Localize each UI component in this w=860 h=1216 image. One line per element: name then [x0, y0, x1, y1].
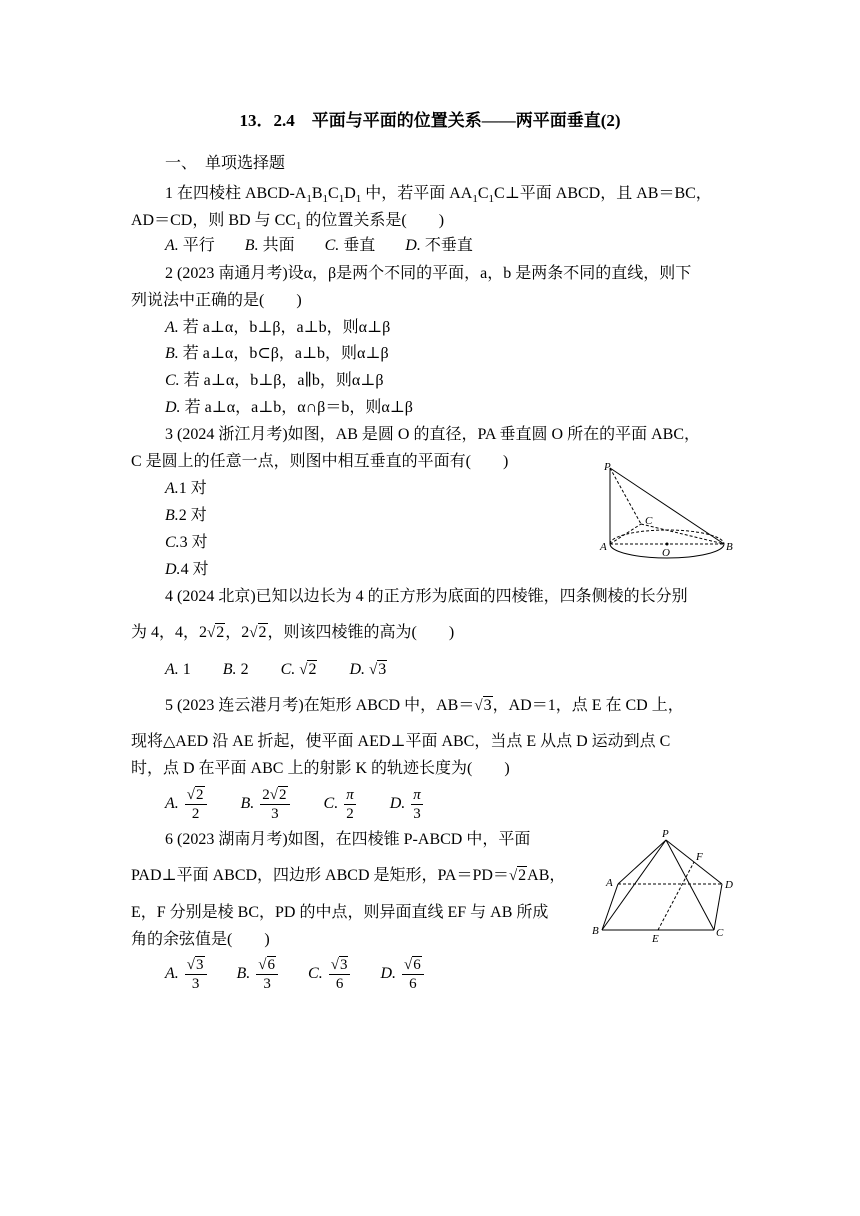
question-2-line-1: 2 (2023 南通月考)设α，β是两个不同的平面，a，b 是两条不同的直线，则下 [165, 265, 692, 282]
label-p: P [662, 828, 669, 840]
sqrt-radicand: 2 [258, 624, 267, 641]
option-letter: C. [323, 795, 339, 813]
option-letter: A. [165, 319, 179, 336]
question-4-line-1: 4 (2024 北京)已知以边长为 4 的正方形为底面的四棱锥，四条侧棱的长分别 [165, 588, 688, 605]
option-letter: D. [165, 561, 181, 578]
fraction [411, 786, 423, 823]
segment-pc [610, 468, 641, 524]
denominator: 3 [411, 804, 423, 823]
denominator: 2 [185, 804, 207, 823]
label-a: A [600, 541, 607, 553]
option-text: 平行 [182, 237, 215, 254]
q1-sub: 1 [488, 193, 495, 206]
center-point [666, 543, 669, 546]
option-letter: B. [236, 965, 251, 983]
option-letter: C. [324, 237, 340, 254]
sqrt-radicand: 2 [308, 661, 317, 678]
question-6-line-1: 6 (2023 湖南月考)如图，在四棱锥 P-ABCD 中，平面 [165, 831, 531, 848]
sqrt-radicand: 3 [378, 661, 387, 678]
circle-cone-figure [596, 458, 740, 560]
option-letter: A. [165, 661, 179, 678]
denominator: 2 [344, 804, 356, 823]
question-6-line-3: E，F 分别是棱 BC，PD 的中点，则异面直线 EF 与 AB 所成 [131, 904, 549, 921]
q4-text: ，2 [225, 624, 250, 641]
question-3-option-b [165, 506, 207, 526]
q1-text: 1 在四棱柱 ABCD-A [165, 185, 307, 202]
question-3-option-c [165, 533, 208, 553]
question-5-line-1 [165, 696, 684, 716]
label-f: F [696, 851, 703, 863]
option-letter: D. [380, 965, 396, 983]
q5-text: 5 (2023 连云港月考)在矩形 ABCD 中，AB＝ [165, 697, 475, 714]
section-heading: 一、 单项选择题 [165, 155, 286, 172]
question-6-line-2 [131, 866, 565, 886]
sqrt-sign: √ [474, 698, 483, 714]
option-letter: D. [165, 399, 181, 416]
label-c: C [716, 927, 724, 939]
option-text: 垂直 [343, 237, 376, 254]
numerator: 6 [413, 957, 421, 973]
numerator: π [346, 787, 354, 803]
numerator: 6 [267, 957, 276, 973]
fraction [256, 956, 278, 993]
label-o: O [662, 547, 670, 559]
q1-text: AD＝CD，则 BD 与 CC [131, 212, 296, 229]
option-text: 3 对 [179, 534, 208, 551]
q1-text: C [328, 185, 339, 202]
fraction [402, 956, 424, 993]
segment-cd [714, 884, 722, 930]
option-letter: B. [222, 661, 237, 678]
option-text: 若 a⊥α，b⊥β，a⊥b，则α⊥β [182, 319, 391, 336]
segment-ac [610, 524, 641, 544]
fraction [329, 956, 351, 993]
question-6-line-4: 角的余弦值是( ) [131, 931, 270, 948]
fraction [185, 786, 207, 823]
option-letter: B. [244, 237, 259, 254]
segment-cb [641, 524, 724, 544]
option-letter: C. [280, 661, 296, 678]
sqrt-radicand: 2 [216, 624, 225, 641]
option-text: 若 a⊥α，a⊥b，α∩β＝b，则α⊥β [184, 399, 413, 416]
option-letter: D. [389, 795, 406, 813]
q1-text: C⊥平面 ABCD，且 AB＝BC， [494, 185, 712, 202]
option-letter: D. [405, 237, 421, 254]
sqrt-sign: √ [258, 957, 267, 973]
fraction [344, 786, 356, 823]
sqrt-sign: √ [369, 662, 378, 678]
q1-text: D [344, 185, 356, 202]
sqrt-sign: √ [269, 787, 279, 803]
option-text: 2 对 [178, 507, 207, 524]
option-letter: D. [349, 661, 366, 678]
question-3-line-2: C 是圆上的任意一点，则图中相互垂直的平面有( ) [131, 453, 509, 470]
label-e: E [652, 933, 659, 944]
q1-sub: 1 [338, 193, 345, 206]
option-text: 1 对 [178, 480, 207, 497]
question-1-line-2 [131, 211, 444, 236]
q1-text: 中，若平面 AA [361, 185, 473, 202]
denominator: 3 [256, 974, 278, 993]
option-letter: A. [165, 965, 179, 983]
q1-sub: 1 [322, 193, 329, 206]
numerator: 3 [196, 957, 204, 973]
question-4-options [165, 660, 387, 680]
option-letter: C. [165, 534, 180, 551]
denominator: 3 [260, 804, 289, 823]
q1-sub: 1 [472, 193, 478, 206]
q4-text: 为 4，4，2 [131, 624, 208, 641]
label-b: B [592, 925, 599, 937]
q6-text: AB， [527, 867, 566, 884]
question-3-line-1: 3 (2024 浙江月考)如图，AB 是圆 O 的直径，PA 垂直圆 O 所在的平面 ABC， [165, 426, 700, 443]
option-letter: B. [165, 345, 179, 362]
option-text: 1 [182, 661, 191, 678]
option-text: 共面 [262, 237, 295, 254]
q1-sub: 1 [295, 220, 302, 233]
segment-pa [618, 840, 666, 884]
sqrt-sign: √ [186, 787, 196, 803]
label-a: A [606, 877, 613, 889]
question-1-line-1 [165, 184, 712, 209]
numerator: 2 [196, 787, 204, 803]
q4-text: ，则该四棱锥的高为( ) [267, 624, 455, 641]
sqrt-sign: √ [207, 625, 216, 641]
option-letter: C. [165, 372, 180, 389]
option-letter: A. [165, 237, 179, 254]
q6-text: PAD⊥平面 ABCD，四边形 ABCD 是矩形，PA＝PD＝ [131, 867, 509, 884]
option-letter: A. [165, 480, 179, 497]
question-3-option-d [165, 560, 209, 580]
sqrt-sign: √ [249, 625, 258, 641]
option-letter: B. [165, 507, 179, 524]
page-title: 13．2.4 平面与平面的位置关系——两平面垂直(2) [239, 111, 621, 130]
sqrt-radicand: 3 [483, 697, 492, 714]
label-c: C [645, 515, 653, 527]
sqrt-sign: √ [404, 957, 413, 973]
sqrt-sign: √ [186, 957, 196, 973]
question-5-options [165, 786, 425, 823]
q5-text: ，AD＝1，点 E 在 CD 上， [492, 697, 684, 714]
question-5-line-3: 时，点 D 在平面 ABC 上的射影 K 的轨迹长度为( ) [131, 760, 510, 777]
question-5-line-2: 现将△AED 沿 AE 折起，使平面 AED⊥平面 ABC，当点 E 从点 D 运动到点 C [131, 733, 671, 750]
q1-text: 的位置关系是( ) [301, 212, 445, 229]
q1-sub: 1 [306, 193, 312, 206]
denominator: 3 [185, 974, 207, 993]
question-3-option-a [165, 479, 207, 499]
question-1-options [165, 236, 473, 256]
question-2-option-b [165, 344, 389, 364]
pyramid-figure [590, 826, 742, 944]
label-p: P [604, 461, 611, 473]
q1-text: C [477, 185, 489, 202]
question-2-option-d [165, 398, 413, 418]
numerator: 2 [279, 787, 287, 803]
numerator: 3 [339, 957, 348, 973]
segment-pc [666, 840, 714, 930]
question-2-option-c [165, 371, 383, 391]
sqrt-sign: √ [330, 957, 339, 973]
sqrt-radicand: 2 [518, 867, 527, 884]
question-2-option-a [165, 318, 390, 338]
label-b: B [726, 541, 733, 553]
coefficient: 2 [262, 787, 270, 803]
fraction [185, 956, 207, 993]
denominator: 6 [402, 974, 424, 993]
sqrt-sign: √ [508, 868, 518, 884]
option-letter: A. [165, 795, 179, 813]
segment-ef [658, 862, 694, 930]
option-text: 2 [240, 661, 249, 678]
question-4-line-2 [131, 623, 454, 643]
fraction [260, 786, 289, 823]
option-text: 4 对 [180, 561, 209, 578]
label-d: D [725, 879, 733, 891]
option-letter: C. [308, 965, 323, 983]
question-2-line-2: 列说法中正确的是( ) [131, 292, 302, 309]
option-text: 若 a⊥α，b⊂β，a⊥b，则α⊥β [182, 345, 389, 362]
option-text: 若 a⊥α，b⊥β，a∥b，则α⊥β [183, 372, 384, 389]
q1-sub: 1 [355, 193, 362, 206]
denominator: 6 [329, 974, 351, 993]
q1-text: B [311, 185, 323, 202]
option-text: 不垂直 [424, 237, 473, 254]
segment-ab [602, 884, 618, 930]
numerator: π [413, 787, 421, 803]
question-6-options [165, 956, 426, 993]
option-letter: B. [240, 795, 255, 813]
sqrt-sign: √ [299, 662, 308, 678]
